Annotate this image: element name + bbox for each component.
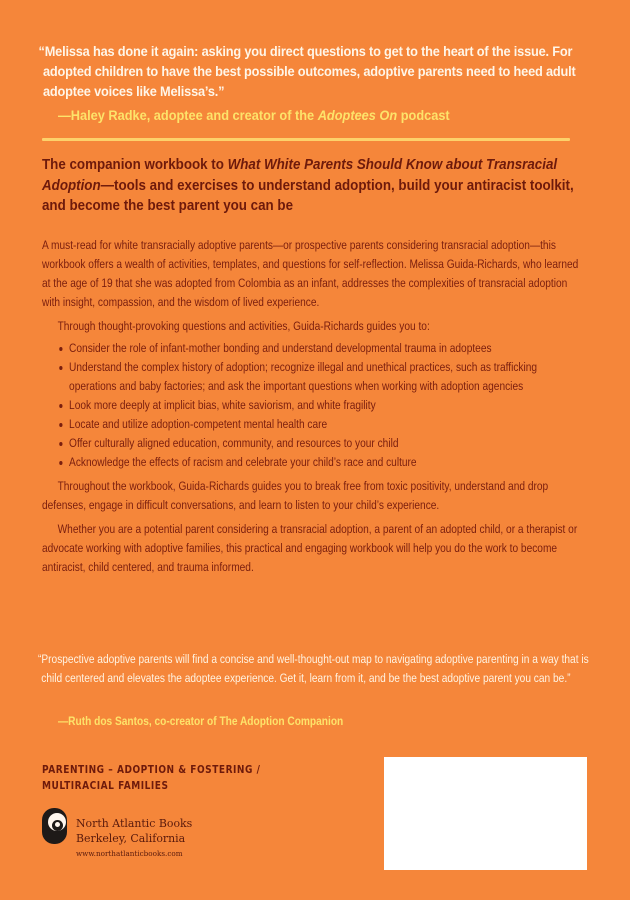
category-line-2: MULTIRACIAL FAMILIES <box>42 780 169 792</box>
category-line-1: PARENTING – ADOPTION & FOSTERING / <box>42 764 261 776</box>
list-item: Consider the role of infant-mother bonding and understand developmental trauma in adoptees <box>58 339 584 358</box>
top-quote-text: “Melissa has done it again: asking you direct questions to get to the heart of the issue. For adopted children to have the best possible outcomes, adoptive parents need to heed adult adoptee voices like Melissa’s.” <box>38 44 576 100</box>
publisher-website: www.northatlanticbooks.com <box>76 849 183 858</box>
bottom-quote-text: “Prospective adoptive parents will find a concise and well-thought-out map to navigating adoptive parenting in a way that is child centered and elevates the adoptee experience. Get it, learn from it, and be the best adoptive parent you can be.” <box>38 652 589 685</box>
list-item: Locate and utilize adoption-competent mental health care <box>58 415 584 434</box>
bisac-category <box>42 762 260 794</box>
tagline-suffix: —tools and exercises to understand adoption, build your antiracist toolkit, and become the best parent you can be <box>42 176 574 214</box>
top-attribution-prefix: —Haley Radke, adoptee and creator of the <box>58 108 318 124</box>
top-quote-attribution <box>58 106 450 126</box>
wave-logo-icon <box>42 808 67 844</box>
tagline <box>42 155 588 217</box>
description-paragraph-4: Whether you are a potential parent considering a transracial adoption, a parent of an adopted child, or a therapist or advocate working with adoptive families, this practical and engaging workbook will help you do the work to become antiracist, child centered, and trauma informed. <box>42 522 578 574</box>
companion-book-title: What White Parents Should Know about Transracial Adoption <box>42 156 558 194</box>
description-paragraph-1: A must-read for white transracially adoptive parents—or prospective parents considering transracial adoption—this workbook offers a wealth of activities, templates, and questions for self-reflection. Melissa Guida-Richards, who learned at the age of 19 that she was adopted from Colombia as an infant, addresses the complexities of transracial adoption with insight, compassion, and the wisdom of lived experience. <box>42 238 579 309</box>
publisher-location: Berkeley, California <box>76 831 186 845</box>
top-endorsement-quote <box>38 42 583 102</box>
benefits-list <box>42 339 583 472</box>
barcode-placeholder <box>384 757 587 870</box>
list-item: Understand the complex history of adoption; recognize illegal and unethical practices, such as trafficking operations and baby factories; and ask the important questions when working with adoption agencies <box>58 358 584 396</box>
publisher-name: North Atlantic Books <box>76 816 193 830</box>
divider-line <box>42 138 570 141</box>
tagline-prefix: The companion workbook to <box>42 156 228 173</box>
book-description <box>42 236 583 577</box>
list-item: Acknowledge the effects of racism and celebrate your child’s race and culture <box>58 453 584 472</box>
publisher-info <box>76 816 192 846</box>
top-attribution-suffix: podcast <box>397 108 450 124</box>
description-paragraph-2: Through thought-provoking questions and activities, Guida-Richards guides you to: <box>57 319 430 333</box>
bottom-quote-attribution: —Ruth dos Santos, co-creator of The Adoption Companion <box>58 714 344 728</box>
podcast-title: Adoptees On <box>317 108 398 124</box>
description-paragraph-3: Throughout the workbook, Guida-Richards guides you to break free from toxic positivity, understand and drop defenses, engage in difficult conversations, and learn to listen to your child’s experience. <box>42 479 549 512</box>
list-item: Offer culturally aligned education, community, and resources to your child <box>58 434 584 453</box>
list-item: Look more deeply at implicit bias, white saviorism, and white fragility <box>58 396 584 415</box>
bottom-endorsement-quote <box>38 650 604 688</box>
